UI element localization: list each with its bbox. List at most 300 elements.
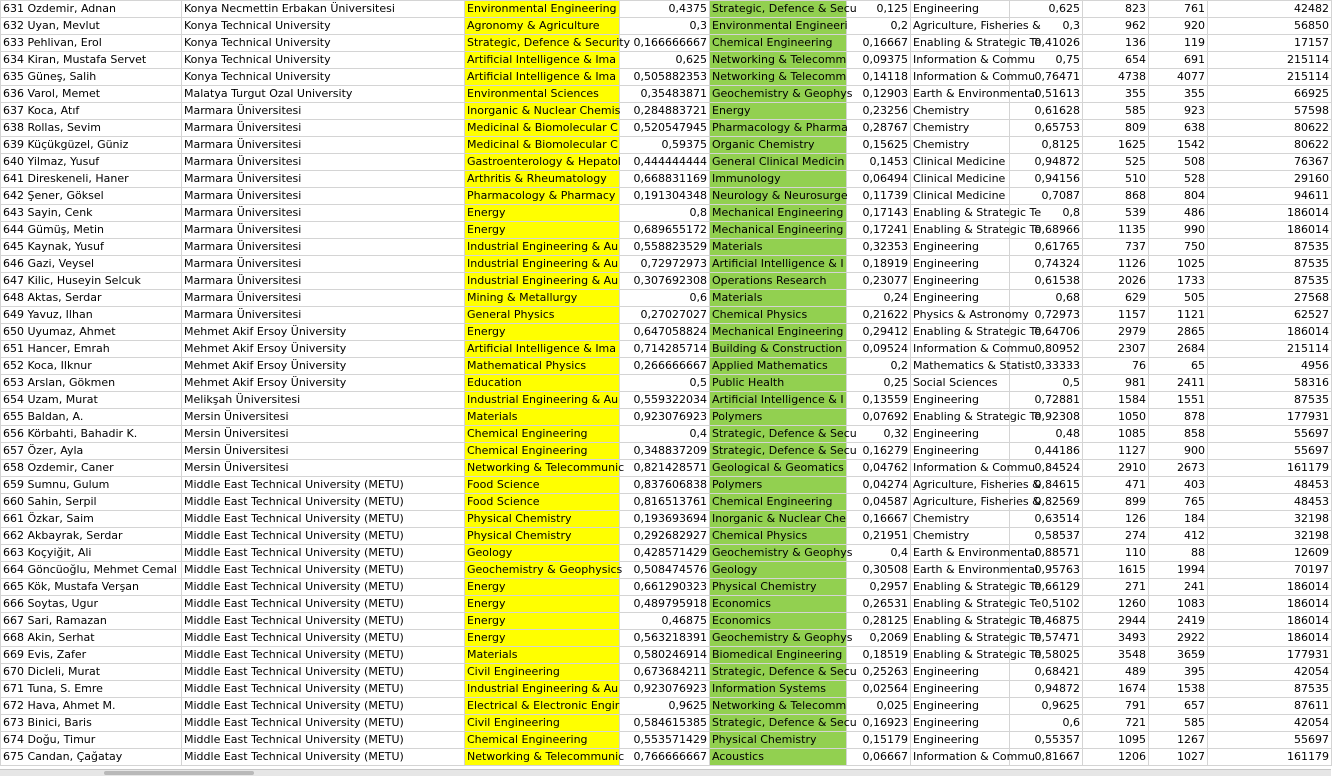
cell-secondary-subject[interactable]: Operations Research <box>710 273 847 290</box>
cell-institution[interactable]: Konya Necmettin Erbakan Üniversitesi <box>182 1 465 18</box>
cell-field-share[interactable]: 0,33333 <box>1010 358 1083 375</box>
cell-primary-subject[interactable]: Chemical Engineering <box>465 732 620 749</box>
cell-institution[interactable]: Middle East Technical University (METU) <box>182 545 465 562</box>
cell-author[interactable]: 649 Yavuz, Ilhan <box>1 307 182 324</box>
cell-field[interactable]: Engineering <box>911 664 1010 681</box>
cell-primary-share[interactable]: 0,4375 <box>620 1 710 18</box>
cell-count-b[interactable]: 2419 <box>1149 613 1208 630</box>
cell-primary-share[interactable]: 0,837606838 <box>620 477 710 494</box>
cell-institution[interactable]: Konya Technical University <box>182 52 465 69</box>
cell-author[interactable]: 674 Doğu, Timur <box>1 732 182 749</box>
cell-count-b[interactable]: 585 <box>1149 715 1208 732</box>
cell-count-b[interactable]: 508 <box>1149 154 1208 171</box>
cell-count-b[interactable]: 1267 <box>1149 732 1208 749</box>
cell-primary-subject[interactable]: Energy <box>465 205 620 222</box>
cell-author[interactable]: 652 Koca, Ilknur <box>1 358 182 375</box>
cell-secondary-share[interactable]: 0,2 <box>847 18 911 35</box>
cell-field-share[interactable]: 0,94156 <box>1010 171 1083 188</box>
cell-count-b[interactable]: 2673 <box>1149 460 1208 477</box>
cell-field[interactable]: Clinical Medicine <box>911 154 1010 171</box>
cell-primary-subject[interactable]: Environmental Sciences <box>465 86 620 103</box>
cell-field-share[interactable]: 0,72881 <box>1010 392 1083 409</box>
cell-secondary-subject[interactable]: Immunology <box>710 171 847 188</box>
cell-field[interactable]: Clinical Medicine <box>911 188 1010 205</box>
cell-count-b[interactable]: 505 <box>1149 290 1208 307</box>
cell-count-a[interactable]: 823 <box>1083 1 1149 18</box>
cell-primary-share[interactable]: 0,59375 <box>620 137 710 154</box>
cell-field[interactable]: Engineering <box>911 443 1010 460</box>
cell-institution[interactable]: Middle East Technical University (METU) <box>182 528 465 545</box>
cell-primary-subject[interactable]: Civil Engineering <box>465 664 620 681</box>
cell-field-share[interactable]: 0,8125 <box>1010 137 1083 154</box>
cell-author[interactable]: 665 Kök, Mustafa Verşan <box>1 579 182 596</box>
cell-field[interactable]: Enabling & Strategic Te <box>911 324 1010 341</box>
cell-author[interactable]: 666 Soytas, Ugur <box>1 596 182 613</box>
cell-count-c[interactable]: 55697 <box>1208 426 1332 443</box>
cell-institution[interactable]: Melikşah Üniversitesi <box>182 392 465 409</box>
cell-author[interactable]: 655 Baldan, A. <box>1 409 182 426</box>
cell-field-share[interactable]: 0,94872 <box>1010 681 1083 698</box>
cell-field-share[interactable]: 0,74324 <box>1010 256 1083 273</box>
cell-institution[interactable]: Marmara Üniversitesi <box>182 273 465 290</box>
cell-primary-share[interactable]: 0,520547945 <box>620 120 710 137</box>
cell-secondary-subject[interactable]: Inorganic & Nuclear Che <box>710 511 847 528</box>
cell-institution[interactable]: Marmara Üniversitesi <box>182 154 465 171</box>
cell-field[interactable]: Engineering <box>911 290 1010 307</box>
cell-primary-share[interactable]: 0,661290323 <box>620 579 710 596</box>
cell-field-share[interactable]: 0,94872 <box>1010 154 1083 171</box>
cell-count-b[interactable]: 1025 <box>1149 256 1208 273</box>
cell-count-c[interactable]: 57598 <box>1208 103 1332 120</box>
cell-institution[interactable]: Middle East Technical University (METU) <box>182 698 465 715</box>
cell-primary-subject[interactable]: Energy <box>465 324 620 341</box>
cell-secondary-share[interactable]: 0,15625 <box>847 137 911 154</box>
cell-secondary-share[interactable]: 0,13559 <box>847 392 911 409</box>
cell-secondary-share[interactable]: 0,21951 <box>847 528 911 545</box>
cell-secondary-subject[interactable]: Biomedical Engineering <box>710 647 847 664</box>
cell-primary-subject[interactable]: Mathematical Physics <box>465 358 620 375</box>
cell-count-b[interactable]: 691 <box>1149 52 1208 69</box>
cell-primary-subject[interactable]: Physical Chemistry <box>465 511 620 528</box>
cell-secondary-share[interactable]: 0,06667 <box>847 749 911 766</box>
cell-author[interactable]: 659 Sumnu, Gulum <box>1 477 182 494</box>
cell-count-c[interactable]: 17157 <box>1208 35 1332 52</box>
cell-count-c[interactable]: 12609 <box>1208 545 1332 562</box>
cell-count-a[interactable]: 1625 <box>1083 137 1149 154</box>
scrollbar-thumb[interactable] <box>104 771 254 775</box>
cell-count-c[interactable]: 42482 <box>1208 1 1332 18</box>
cell-secondary-subject[interactable]: Artificial Intelligence & I <box>710 392 847 409</box>
cell-primary-share[interactable]: 0,8 <box>620 205 710 222</box>
cell-author[interactable]: 656 Körbahti, Bahadir K. <box>1 426 182 443</box>
cell-field[interactable]: Engineering <box>911 732 1010 749</box>
cell-secondary-share[interactable]: 0,1453 <box>847 154 911 171</box>
cell-primary-share[interactable]: 0,266666667 <box>620 358 710 375</box>
cell-secondary-share[interactable]: 0,04762 <box>847 460 911 477</box>
cell-secondary-subject[interactable]: Applied Mathematics <box>710 358 847 375</box>
cell-institution[interactable]: Marmara Üniversitesi <box>182 205 465 222</box>
cell-field[interactable]: Chemistry <box>911 528 1010 545</box>
cell-count-a[interactable]: 2944 <box>1083 613 1149 630</box>
cell-author[interactable]: 640 Yilmaz, Yusuf <box>1 154 182 171</box>
cell-author[interactable]: 662 Akbayrak, Serdar <box>1 528 182 545</box>
cell-author[interactable]: 647 Kilic, Huseyin Selcuk <box>1 273 182 290</box>
cell-author[interactable]: 671 Tuna, S. Emre <box>1 681 182 698</box>
cell-secondary-share[interactable]: 0,11739 <box>847 188 911 205</box>
cell-primary-share[interactable]: 0,714285714 <box>620 341 710 358</box>
cell-field[interactable]: Enabling & Strategic Te <box>911 613 1010 630</box>
cell-secondary-share[interactable]: 0,25263 <box>847 664 911 681</box>
cell-institution[interactable]: Mehmet Akif Ersoy Üniversity <box>182 324 465 341</box>
cell-count-a[interactable]: 76 <box>1083 358 1149 375</box>
cell-count-c[interactable]: 186014 <box>1208 596 1332 613</box>
cell-primary-share[interactable]: 0,292682927 <box>620 528 710 545</box>
cell-field[interactable]: Earth & Environmental <box>911 86 1010 103</box>
cell-count-a[interactable]: 629 <box>1083 290 1149 307</box>
cell-secondary-share[interactable]: 0,2957 <box>847 579 911 596</box>
cell-field-share[interactable]: 0,81667 <box>1010 749 1083 766</box>
cell-count-b[interactable]: 119 <box>1149 35 1208 52</box>
cell-field[interactable]: Engineering <box>911 1 1010 18</box>
cell-secondary-subject[interactable]: Information Systems <box>710 681 847 698</box>
cell-secondary-subject[interactable]: Polymers <box>710 477 847 494</box>
cell-secondary-subject[interactable]: Energy <box>710 103 847 120</box>
cell-count-c[interactable]: 42054 <box>1208 715 1332 732</box>
cell-institution[interactable]: Mersin Üniversitesi <box>182 409 465 426</box>
cell-author[interactable]: 639 Küçükgüzel, Güniz <box>1 137 182 154</box>
cell-institution[interactable]: Middle East Technical University (METU) <box>182 596 465 613</box>
cell-count-c[interactable]: 48453 <box>1208 494 1332 511</box>
cell-primary-share[interactable]: 0,673684211 <box>620 664 710 681</box>
cell-institution[interactable]: Marmara Üniversitesi <box>182 120 465 137</box>
cell-count-b[interactable]: 878 <box>1149 409 1208 426</box>
cell-count-a[interactable]: 1050 <box>1083 409 1149 426</box>
cell-field-share[interactable]: 0,55357 <box>1010 732 1083 749</box>
cell-count-b[interactable]: 1551 <box>1149 392 1208 409</box>
cell-field-share[interactable]: 0,46875 <box>1010 613 1083 630</box>
cell-primary-share[interactable]: 0,923076923 <box>620 409 710 426</box>
cell-count-a[interactable]: 271 <box>1083 579 1149 596</box>
cell-author[interactable]: 651 Hancer, Emrah <box>1 341 182 358</box>
cell-primary-subject[interactable]: Food Science <box>465 494 620 511</box>
cell-institution[interactable]: Marmara Üniversitesi <box>182 222 465 239</box>
cell-count-c[interactable]: 62527 <box>1208 307 1332 324</box>
cell-field[interactable]: Enabling & Strategic Te <box>911 596 1010 613</box>
cell-author[interactable]: 667 Sari, Ramazan <box>1 613 182 630</box>
cell-primary-share[interactable]: 0,584615385 <box>620 715 710 732</box>
cell-count-a[interactable]: 1095 <box>1083 732 1149 749</box>
cell-secondary-share[interactable]: 0,21622 <box>847 307 911 324</box>
cell-secondary-subject[interactable]: Strategic, Defence & Secu <box>710 664 847 681</box>
cell-field-share[interactable]: 0,92308 <box>1010 409 1083 426</box>
cell-count-b[interactable]: 2684 <box>1149 341 1208 358</box>
cell-count-a[interactable]: 3548 <box>1083 647 1149 664</box>
cell-count-b[interactable]: 1542 <box>1149 137 1208 154</box>
cell-count-a[interactable]: 1674 <box>1083 681 1149 698</box>
cell-field[interactable]: Chemistry <box>911 137 1010 154</box>
cell-count-a[interactable]: 510 <box>1083 171 1149 188</box>
cell-author[interactable]: 654 Uzam, Murat <box>1 392 182 409</box>
cell-count-a[interactable]: 962 <box>1083 18 1149 35</box>
cell-field-share[interactable]: 0,66129 <box>1010 579 1083 596</box>
cell-primary-share[interactable]: 0,558823529 <box>620 239 710 256</box>
cell-secondary-share[interactable]: 0,18519 <box>847 647 911 664</box>
cell-field[interactable]: Engineering <box>911 256 1010 273</box>
cell-count-c[interactable]: 87535 <box>1208 392 1332 409</box>
cell-primary-subject[interactable]: Industrial Engineering & Au <box>465 273 620 290</box>
cell-primary-subject[interactable]: Geology <box>465 545 620 562</box>
cell-count-c[interactable]: 58316 <box>1208 375 1332 392</box>
cell-primary-share[interactable]: 0,923076923 <box>620 681 710 698</box>
cell-secondary-subject[interactable]: Geological & Geomatics <box>710 460 847 477</box>
cell-author[interactable]: 644 Gümüş, Metin <box>1 222 182 239</box>
cell-count-a[interactable]: 654 <box>1083 52 1149 69</box>
cell-primary-share[interactable]: 0,348837209 <box>620 443 710 460</box>
cell-primary-subject[interactable]: Food Science <box>465 477 620 494</box>
cell-field[interactable]: Enabling & Strategic Te <box>911 409 1010 426</box>
cell-primary-share[interactable]: 0,505882353 <box>620 69 710 86</box>
cell-secondary-subject[interactable]: General Clinical Medicin <box>710 154 847 171</box>
cell-institution[interactable]: Middle East Technical University (METU) <box>182 511 465 528</box>
cell-field[interactable]: Engineering <box>911 239 1010 256</box>
cell-secondary-subject[interactable]: Economics <box>710 613 847 630</box>
cell-count-a[interactable]: 1126 <box>1083 256 1149 273</box>
cell-count-c[interactable]: 27568 <box>1208 290 1332 307</box>
cell-field-share[interactable]: 0,88571 <box>1010 545 1083 562</box>
cell-primary-subject[interactable]: Mining & Metallurgy <box>465 290 620 307</box>
cell-institution[interactable]: Malatya Turgut Ozal University <box>182 86 465 103</box>
cell-secondary-share[interactable]: 0,17241 <box>847 222 911 239</box>
cell-secondary-subject[interactable]: Public Health <box>710 375 847 392</box>
cell-primary-share[interactable]: 0,647058824 <box>620 324 710 341</box>
cell-institution[interactable]: Middle East Technical University (METU) <box>182 681 465 698</box>
cell-field[interactable]: Enabling & Strategic Te <box>911 579 1010 596</box>
cell-secondary-share[interactable]: 0,16667 <box>847 35 911 52</box>
cell-field-share[interactable]: 0,80952 <box>1010 341 1083 358</box>
cell-field-share[interactable]: 0,51613 <box>1010 86 1083 103</box>
cell-count-a[interactable]: 809 <box>1083 120 1149 137</box>
cell-secondary-share[interactable]: 0,25 <box>847 375 911 392</box>
cell-institution[interactable]: Middle East Technical University (METU) <box>182 494 465 511</box>
cell-institution[interactable]: Mersin Üniversitesi <box>182 426 465 443</box>
cell-secondary-share[interactable]: 0,07692 <box>847 409 911 426</box>
cell-primary-share[interactable]: 0,563218391 <box>620 630 710 647</box>
cell-primary-subject[interactable]: General Physics <box>465 307 620 324</box>
cell-count-b[interactable]: 1027 <box>1149 749 1208 766</box>
cell-institution[interactable]: Marmara Üniversitesi <box>182 103 465 120</box>
cell-count-c[interactable]: 215114 <box>1208 341 1332 358</box>
cell-field-share[interactable]: 0,84615 <box>1010 477 1083 494</box>
cell-institution[interactable]: Middle East Technical University (METU) <box>182 562 465 579</box>
cell-author[interactable]: 636 Varol, Memet <box>1 86 182 103</box>
cell-secondary-subject[interactable]: Neurology & Neurosurge <box>710 188 847 205</box>
cell-secondary-share[interactable]: 0,29412 <box>847 324 911 341</box>
cell-author[interactable]: 658 Ozdemir, Caner <box>1 460 182 477</box>
cell-secondary-subject[interactable]: Mechanical Engineering <box>710 324 847 341</box>
cell-field[interactable]: Chemistry <box>911 511 1010 528</box>
cell-count-b[interactable]: 1121 <box>1149 307 1208 324</box>
cell-secondary-share[interactable]: 0,4 <box>847 545 911 562</box>
cell-primary-share[interactable]: 0,580246914 <box>620 647 710 664</box>
cell-field-share[interactable]: 0,61538 <box>1010 273 1083 290</box>
cell-field[interactable]: Engineering <box>911 698 1010 715</box>
cell-author[interactable]: 648 Aktas, Serdar <box>1 290 182 307</box>
cell-author[interactable]: 641 Direskeneli, Haner <box>1 171 182 188</box>
cell-author[interactable]: 642 Şener, Göksel <box>1 188 182 205</box>
cell-field-share[interactable]: 0,68966 <box>1010 222 1083 239</box>
cell-author[interactable]: 664 Göncüoğlu, Mehmet Cemal <box>1 562 182 579</box>
cell-secondary-subject[interactable]: Chemical Engineering <box>710 35 847 52</box>
cell-secondary-subject[interactable]: Geochemistry & Geophys <box>710 86 847 103</box>
cell-count-a[interactable]: 525 <box>1083 154 1149 171</box>
cell-field-share[interactable]: 0,3 <box>1010 18 1083 35</box>
cell-secondary-subject[interactable]: Strategic, Defence & Secu <box>710 443 847 460</box>
cell-count-a[interactable]: 2026 <box>1083 273 1149 290</box>
cell-count-a[interactable]: 1135 <box>1083 222 1149 239</box>
cell-primary-share[interactable]: 0,689655172 <box>620 222 710 239</box>
cell-secondary-share[interactable]: 0,30508 <box>847 562 911 579</box>
cell-institution[interactable]: Mehmet Akif Ersoy Üniversity <box>182 375 465 392</box>
cell-secondary-share[interactable]: 0,09524 <box>847 341 911 358</box>
cell-institution[interactable]: Marmara Üniversitesi <box>182 171 465 188</box>
cell-field-share[interactable]: 0,41026 <box>1010 35 1083 52</box>
cell-secondary-subject[interactable]: Organic Chemistry <box>710 137 847 154</box>
cell-secondary-share[interactable]: 0,16279 <box>847 443 911 460</box>
cell-field[interactable]: Engineering <box>911 426 1010 443</box>
cell-secondary-subject[interactable]: Building & Construction <box>710 341 847 358</box>
cell-primary-share[interactable]: 0,284883721 <box>620 103 710 120</box>
cell-primary-subject[interactable]: Strategic, Defence & Security <box>465 35 620 52</box>
cell-institution[interactable]: Marmara Üniversitesi <box>182 290 465 307</box>
cell-primary-share[interactable]: 0,559322034 <box>620 392 710 409</box>
cell-field-share[interactable]: 0,68 <box>1010 290 1083 307</box>
cell-count-a[interactable]: 1127 <box>1083 443 1149 460</box>
cell-count-a[interactable]: 899 <box>1083 494 1149 511</box>
cell-secondary-subject[interactable]: Geochemistry & Geophys <box>710 630 847 647</box>
cell-primary-share[interactable]: 0,428571429 <box>620 545 710 562</box>
cell-count-b[interactable]: 657 <box>1149 698 1208 715</box>
cell-count-c[interactable]: 80622 <box>1208 137 1332 154</box>
cell-secondary-subject[interactable]: Materials <box>710 239 847 256</box>
cell-count-b[interactable]: 395 <box>1149 664 1208 681</box>
cell-count-b[interactable]: 1083 <box>1149 596 1208 613</box>
cell-secondary-subject[interactable]: Mechanical Engineering <box>710 205 847 222</box>
cell-secondary-subject[interactable]: Chemical Physics <box>710 528 847 545</box>
cell-secondary-share[interactable]: 0,15179 <box>847 732 911 749</box>
cell-primary-subject[interactable]: Energy <box>465 596 620 613</box>
cell-author[interactable]: 643 Sayin, Cenk <box>1 205 182 222</box>
cell-secondary-share[interactable]: 0,04274 <box>847 477 911 494</box>
cell-secondary-share[interactable]: 0,14118 <box>847 69 911 86</box>
cell-author[interactable]: 637 Koca, Atıf <box>1 103 182 120</box>
cell-primary-subject[interactable]: Chemical Engineering <box>465 426 620 443</box>
cell-count-c[interactable]: 186014 <box>1208 222 1332 239</box>
cell-field[interactable]: Engineering <box>911 273 1010 290</box>
cell-count-a[interactable]: 136 <box>1083 35 1149 52</box>
cell-field[interactable]: Clinical Medicine <box>911 171 1010 188</box>
cell-count-b[interactable]: 4077 <box>1149 69 1208 86</box>
cell-count-c[interactable]: 215114 <box>1208 52 1332 69</box>
cell-count-c[interactable]: 55697 <box>1208 443 1332 460</box>
cell-field[interactable]: Agriculture, Fisheries & <box>911 494 1010 511</box>
cell-author[interactable]: 657 Özer, Ayla <box>1 443 182 460</box>
cell-author[interactable]: 635 Güneş, Salih <box>1 69 182 86</box>
cell-institution[interactable]: Middle East Technical University (METU) <box>182 664 465 681</box>
cell-count-b[interactable]: 761 <box>1149 1 1208 18</box>
cell-count-c[interactable]: 70197 <box>1208 562 1332 579</box>
cell-primary-subject[interactable]: Physical Chemistry <box>465 528 620 545</box>
cell-count-c[interactable]: 66925 <box>1208 86 1332 103</box>
cell-field-share[interactable]: 0,58025 <box>1010 647 1083 664</box>
cell-count-a[interactable]: 1157 <box>1083 307 1149 324</box>
cell-primary-subject[interactable]: Chemical Engineering <box>465 443 620 460</box>
cell-count-a[interactable]: 2307 <box>1083 341 1149 358</box>
cell-secondary-share[interactable]: 0,28125 <box>847 613 911 630</box>
cell-primary-share[interactable]: 0,444444444 <box>620 154 710 171</box>
cell-field-share[interactable]: 0,65753 <box>1010 120 1083 137</box>
cell-count-b[interactable]: 1733 <box>1149 273 1208 290</box>
cell-count-a[interactable]: 1085 <box>1083 426 1149 443</box>
cell-secondary-share[interactable]: 0,23256 <box>847 103 911 120</box>
cell-count-b[interactable]: 2865 <box>1149 324 1208 341</box>
cell-secondary-subject[interactable]: Geology <box>710 562 847 579</box>
cell-institution[interactable]: Middle East Technical University (METU) <box>182 477 465 494</box>
cell-secondary-share[interactable]: 0,12903 <box>847 86 911 103</box>
cell-field-share[interactable]: 0,57471 <box>1010 630 1083 647</box>
cell-count-c[interactable]: 161179 <box>1208 749 1332 766</box>
cell-secondary-subject[interactable]: Materials <box>710 290 847 307</box>
cell-count-b[interactable]: 403 <box>1149 477 1208 494</box>
cell-primary-subject[interactable]: Energy <box>465 579 620 596</box>
cell-field[interactable]: Enabling & Strategic Te <box>911 205 1010 222</box>
cell-count-a[interactable]: 3493 <box>1083 630 1149 647</box>
cell-secondary-share[interactable]: 0,025 <box>847 698 911 715</box>
cell-field-share[interactable]: 0,7087 <box>1010 188 1083 205</box>
cell-count-c[interactable]: 55697 <box>1208 732 1332 749</box>
cell-field-share[interactable]: 0,72973 <box>1010 307 1083 324</box>
cell-primary-subject[interactable]: Industrial Engineering & Au <box>465 256 620 273</box>
cell-institution[interactable]: Mersin Üniversitesi <box>182 443 465 460</box>
cell-secondary-share[interactable]: 0,125 <box>847 1 911 18</box>
cell-institution[interactable]: Mehmet Akif Ersoy Üniversity <box>182 358 465 375</box>
cell-primary-share[interactable]: 0,821428571 <box>620 460 710 477</box>
cell-secondary-share[interactable]: 0,26531 <box>847 596 911 613</box>
cell-count-c[interactable]: 56850 <box>1208 18 1332 35</box>
cell-secondary-share[interactable]: 0,02564 <box>847 681 911 698</box>
cell-count-a[interactable]: 471 <box>1083 477 1149 494</box>
cell-primary-share[interactable]: 0,72972973 <box>620 256 710 273</box>
cell-primary-share[interactable]: 0,193693694 <box>620 511 710 528</box>
cell-count-b[interactable]: 804 <box>1149 188 1208 205</box>
cell-count-a[interactable]: 2979 <box>1083 324 1149 341</box>
cell-secondary-subject[interactable]: Mechanical Engineering <box>710 222 847 239</box>
cell-field[interactable]: Chemistry <box>911 103 1010 120</box>
cell-primary-subject[interactable]: Energy <box>465 630 620 647</box>
cell-count-b[interactable]: 88 <box>1149 545 1208 562</box>
cell-count-a[interactable]: 721 <box>1083 715 1149 732</box>
cell-field-share[interactable]: 0,625 <box>1010 1 1083 18</box>
cell-field-share[interactable]: 0,5102 <box>1010 596 1083 613</box>
cell-count-b[interactable]: 486 <box>1149 205 1208 222</box>
cell-secondary-share[interactable]: 0,16667 <box>847 511 911 528</box>
cell-field-share[interactable]: 0,68421 <box>1010 664 1083 681</box>
cell-count-c[interactable]: 186014 <box>1208 205 1332 222</box>
cell-primary-subject[interactable]: Networking & Telecommunic <box>465 460 620 477</box>
cell-secondary-share[interactable]: 0,17143 <box>847 205 911 222</box>
cell-field-share[interactable]: 0,44186 <box>1010 443 1083 460</box>
cell-primary-subject[interactable]: Materials <box>465 409 620 426</box>
cell-primary-share[interactable]: 0,625 <box>620 52 710 69</box>
